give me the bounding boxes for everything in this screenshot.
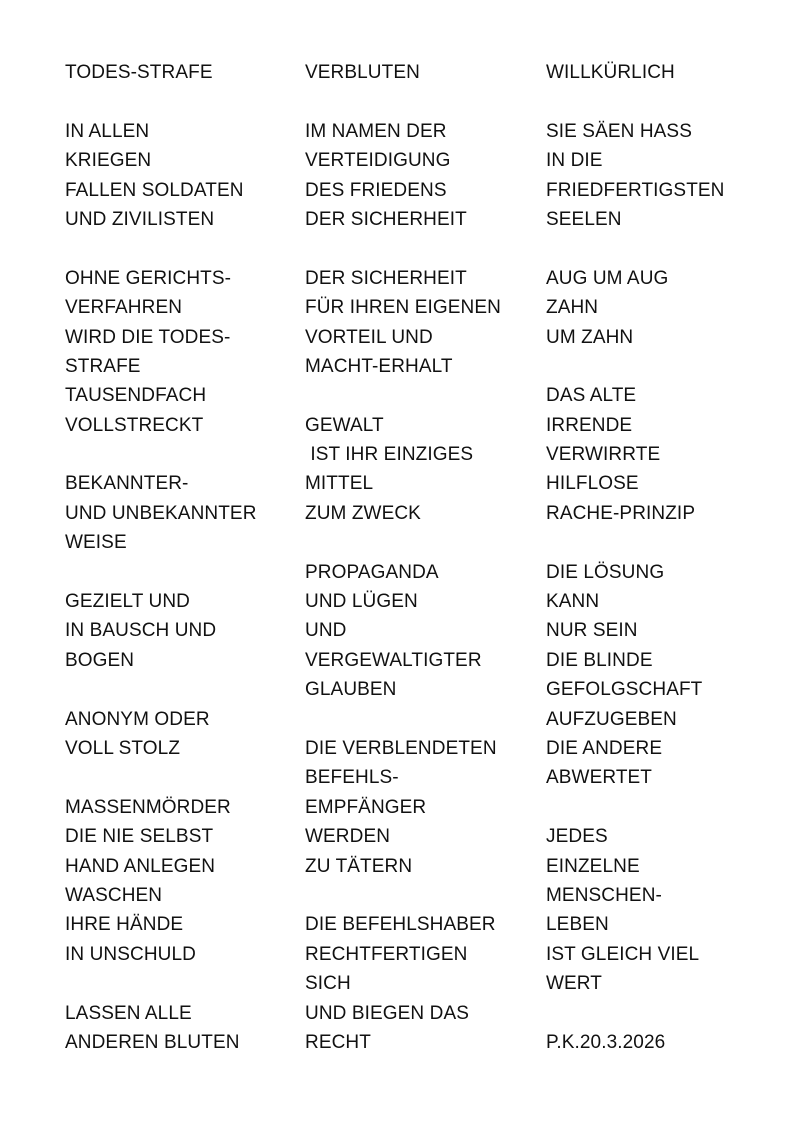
- poem-line: IRRENDE: [546, 414, 633, 436]
- stanza-break: [305, 705, 540, 734]
- poem-line: SEELEN: [546, 208, 622, 230]
- poem-line: RECHT: [305, 1031, 371, 1053]
- poem-line: AUFZUGEBEN: [546, 708, 677, 730]
- poem-line: HILFLOSE: [546, 473, 639, 495]
- poem-line: GEFOLGSCHAFT: [546, 679, 703, 701]
- poem-line: VERWIRRTE: [546, 444, 661, 466]
- poem-line: WASCHEN: [65, 884, 163, 906]
- stanza-break: [65, 558, 300, 587]
- poem-line: VOLLSTRECKT: [65, 414, 204, 436]
- poem-line: SICH: [305, 973, 351, 995]
- stanza-break: [305, 234, 540, 263]
- poem-line: UM ZAHN: [546, 326, 634, 348]
- poem-line: DIE LÖSUNG: [546, 561, 665, 583]
- poem-line: ABWERTET: [546, 767, 653, 789]
- stanza-break: [65, 763, 300, 792]
- poem-line: WERT: [546, 973, 602, 995]
- stanza-break: [546, 352, 781, 381]
- stanza-break: [65, 440, 300, 469]
- poem-column-todes-strafe: [65, 58, 300, 1057]
- poem-line: EINZELNE: [546, 855, 640, 877]
- poem-line: DER SICHERHEIT: [305, 208, 467, 230]
- poem-line: KRIEGEN: [65, 150, 152, 172]
- poem-line: UND UNBEKANNTER: [65, 502, 257, 524]
- stanza-break: [65, 969, 300, 998]
- poem-line: VERTEIDIGUNG: [305, 150, 451, 172]
- poem-line: BOGEN: [65, 649, 135, 671]
- poem-line: VERGEWALTIGTER: [305, 649, 482, 671]
- poem-line: IST IHR EINZIGES: [305, 444, 474, 466]
- poem-line: VORTEIL UND: [305, 326, 433, 348]
- poem-line: GEWALT: [305, 414, 384, 436]
- poem-line: DIE ANDERE: [546, 737, 663, 759]
- poem-line: RECHTFERTIGEN: [305, 943, 468, 965]
- poem-line: ZU TÄTERN: [305, 855, 413, 877]
- poem-column-verbluten: [305, 58, 540, 1057]
- poem-title: WILLKÜRLICH: [546, 62, 675, 83]
- poem-line: MENSCHEN-: [546, 884, 662, 906]
- poem-line: WEISE: [65, 532, 127, 554]
- poem-line: IN ALLEN: [65, 120, 150, 142]
- poem-line: ANONYM ODER: [65, 708, 210, 730]
- poem-line: FALLEN SOLDATEN: [65, 179, 244, 201]
- poem-line: BEKANNTER-: [65, 473, 189, 495]
- poem-line: JEDES: [546, 826, 608, 848]
- poem-line: ZUM ZWECK: [305, 502, 421, 524]
- poem-line: DIE BLINDE: [546, 649, 653, 671]
- poem-line: DIE BEFEHLSHABER: [305, 914, 496, 936]
- poem-title: VERBLUTEN: [305, 62, 420, 83]
- poem-line: DER SICHERHEIT: [305, 267, 467, 289]
- poem-line: IST GLEICH VIEL: [546, 943, 700, 965]
- poem-line: LEBEN: [546, 914, 609, 936]
- poem-line: UND ZIVILISTEN: [65, 208, 215, 230]
- poem-line: OHNE GERICHTS-: [65, 267, 232, 289]
- poem-line: ZAHN: [546, 297, 599, 319]
- poem-line: KANN: [546, 591, 600, 613]
- poem-column-willkuerlich: [546, 58, 781, 1057]
- stanza-break: [546, 234, 781, 263]
- poem-line: HAND ANLEGEN: [65, 855, 216, 877]
- poem-line: UND: [305, 620, 347, 642]
- poem-line: DIE NIE SELBST: [65, 826, 214, 848]
- poem-line: TAUSENDFACH: [65, 385, 207, 407]
- stanza-break: [305, 528, 540, 557]
- poem-line: MASSENMÖRDER: [65, 796, 231, 818]
- poem-line: MACHT-ERHALT: [305, 355, 453, 377]
- stanza-break: [305, 381, 540, 410]
- stanza-break: [305, 87, 540, 116]
- poem-line: MITTEL: [305, 473, 374, 495]
- poem-line: GEZIELT UND: [65, 591, 190, 613]
- poem-line: FRIEDFERTIGSTEN: [546, 179, 725, 201]
- poem-title: TODES-STRAFE: [65, 62, 213, 83]
- poem-line: DES FRIEDENS: [305, 179, 447, 201]
- poem-line: DIE VERBLENDETEN: [305, 737, 497, 759]
- poem-line: VERFAHREN: [65, 297, 183, 319]
- poem-line: DAS ALTE: [546, 385, 637, 407]
- poem-line: WERDEN: [305, 826, 391, 848]
- poem-line: IHRE HÄNDE: [65, 914, 184, 936]
- poem-line: AUG UM AUG: [546, 267, 669, 289]
- poem-line: IN UNSCHULD: [65, 943, 196, 965]
- poem-line: LASSEN ALLE: [65, 1002, 192, 1024]
- poem-line: WIRD DIE TODES-: [65, 326, 231, 348]
- poem-line: SIE SÄEN HASS: [546, 120, 692, 142]
- stanza-break: [546, 87, 781, 116]
- poem-line: STRAFE: [65, 355, 141, 377]
- poem-line: IN BAUSCH UND: [65, 620, 217, 642]
- poem-line: GLAUBEN: [305, 679, 397, 701]
- stanza-break: [305, 881, 540, 910]
- poem-line: PROPAGANDA: [305, 561, 439, 583]
- poem-line: ANDEREN BLUTEN: [65, 1031, 240, 1053]
- poem-line: UND LÜGEN: [305, 591, 418, 613]
- poem-line: IN DIE: [546, 150, 603, 172]
- poem-line: RACHE-PRINZIP: [546, 502, 696, 524]
- stanza-break: [546, 528, 781, 557]
- poem-line: BEFEHLS-: [305, 767, 399, 789]
- poem-line: IM NAMEN DER: [305, 120, 447, 142]
- poem-line: VOLL STOLZ: [65, 737, 181, 759]
- poem-line: UND BIEGEN DAS: [305, 1002, 469, 1024]
- stanza-break: [65, 87, 300, 116]
- stanza-break: [65, 675, 300, 704]
- poem-line: EMPFÄNGER: [305, 796, 427, 818]
- stanza-break: [65, 234, 300, 263]
- stanza-break: [546, 999, 781, 1028]
- poem-line: P.K.20.3.2026: [546, 1031, 666, 1053]
- stanza-break: [546, 793, 781, 822]
- poem-line: FÜR IHREN EIGENEN: [305, 297, 501, 319]
- poem-line: NUR SEIN: [546, 620, 638, 642]
